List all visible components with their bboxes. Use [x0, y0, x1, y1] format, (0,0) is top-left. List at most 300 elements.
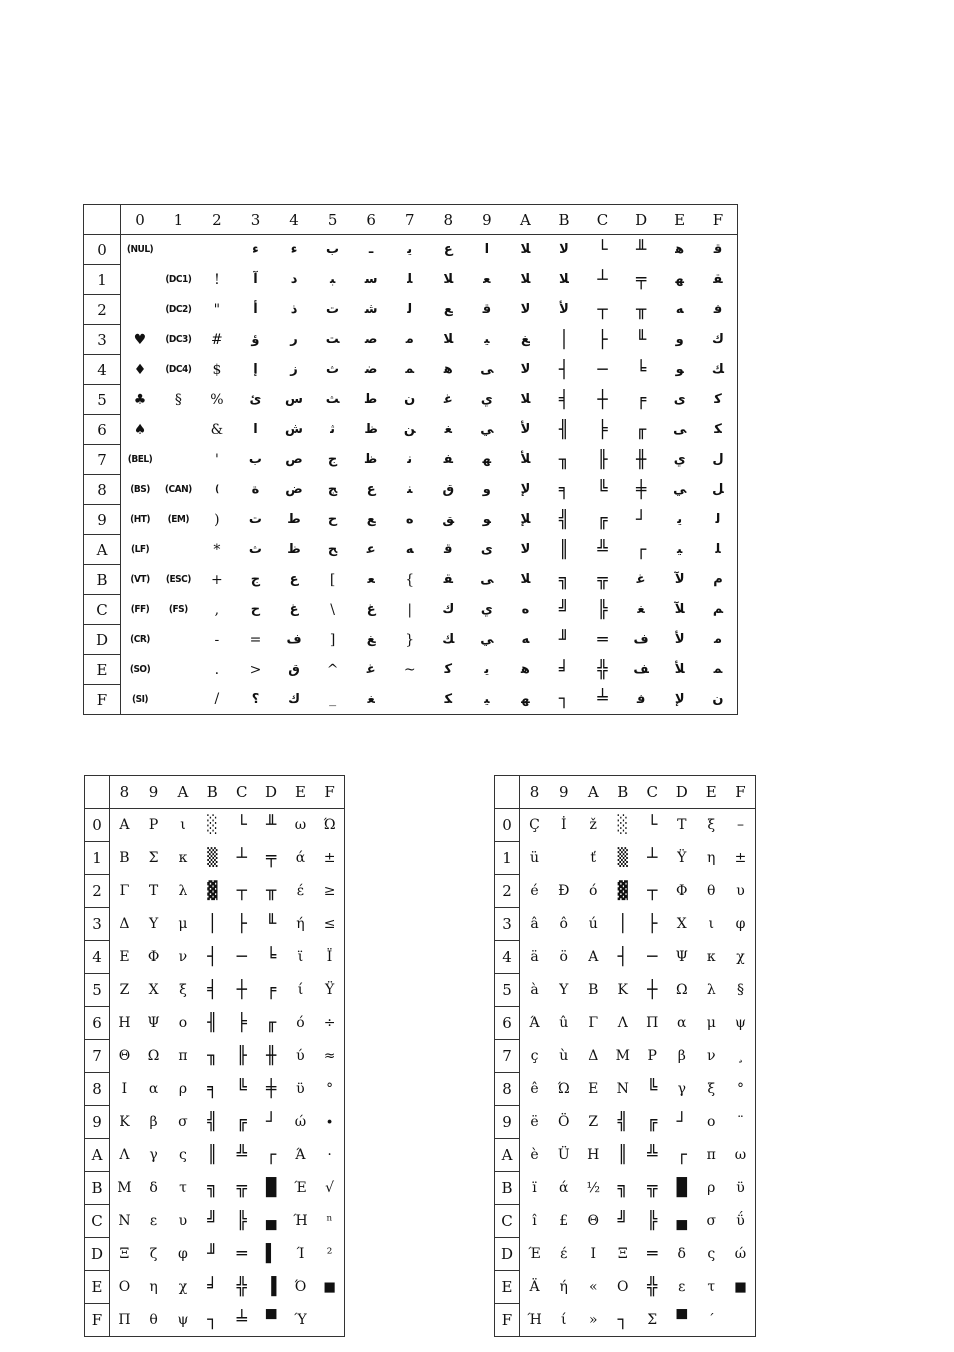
- row-header: 9: [495, 1106, 520, 1139]
- char-cell: Ω: [675, 982, 688, 998]
- char-cell: ﺍ: [484, 242, 490, 258]
- char-cell: ﻥ: [712, 691, 724, 707]
- char-cell: ╩: [647, 1145, 658, 1165]
- char-cell: ╩: [236, 1145, 247, 1165]
- char-cell: Υ: [148, 916, 159, 932]
- table-row: [84, 625, 738, 655]
- char-cell: ﻗ: [482, 302, 492, 317]
- char-cell: î: [532, 1213, 537, 1229]
- char-cell: ﻏ: [366, 662, 376, 677]
- char-cell: ξ: [707, 817, 716, 834]
- char-cell: ├: [236, 914, 247, 934]
- char-cell: ╟: [597, 449, 608, 470]
- char-cell: ﺱ: [285, 392, 303, 407]
- char-cell: ε: [149, 1213, 158, 1229]
- char-cell: [121, 295, 160, 325]
- char-cell: ┌: [265, 1145, 277, 1165]
- char-cell: δ: [677, 1246, 686, 1262]
- table-row: [85, 1238, 345, 1271]
- char-cell: (DC1): [165, 274, 192, 285]
- row-header: 1: [85, 842, 110, 875]
- char-cell: ╚: [236, 1079, 247, 1099]
- char-cell: ﻰ: [480, 572, 494, 587]
- char-cell: ╔: [597, 509, 608, 530]
- char-cell: +: [211, 571, 223, 588]
- char-cell: İ: [560, 817, 567, 834]
- char-cell: ≈: [323, 1048, 336, 1064]
- char-cell: Ή: [527, 1311, 542, 1328]
- char-cell: â: [530, 916, 539, 932]
- char-cell: ﻣ: [713, 632, 722, 647]
- char-cell: ά: [559, 1180, 569, 1196]
- char-cell: Ÿ: [677, 850, 687, 866]
- char-cell: ﺵ: [285, 422, 303, 437]
- char-cell: ﻳ: [407, 242, 413, 258]
- char-cell: ž: [589, 817, 597, 834]
- column-header: A: [168, 776, 197, 809]
- char-cell: ▌: [265, 1244, 277, 1264]
- row-header: F: [495, 1304, 520, 1337]
- char-cell: ê: [530, 1081, 539, 1097]
- char-cell: ╤: [265, 848, 277, 868]
- char-cell: θ: [149, 1311, 158, 1328]
- char-cell: ╝: [207, 1211, 218, 1231]
- column-header: 7: [390, 205, 429, 235]
- column-header: E: [660, 205, 699, 235]
- char-cell: ≤: [323, 916, 336, 932]
- char-cell: &: [210, 421, 224, 438]
- table-row: [85, 1271, 345, 1304]
- char-cell: λ: [706, 982, 716, 998]
- char-cell: Ψ: [675, 949, 688, 965]
- char-cell: ╣: [558, 509, 570, 530]
- char-cell: ﺳ: [364, 272, 378, 287]
- column-header: B: [198, 776, 227, 809]
- char-cell: Ύ: [294, 1311, 307, 1328]
- row-header: D: [84, 625, 121, 655]
- char-cell: ╚: [647, 1079, 658, 1099]
- char-cell: ﻴ: [484, 332, 490, 347]
- char-cell: *: [213, 541, 221, 558]
- table-row: [84, 685, 738, 715]
- table-row: [495, 1040, 756, 1073]
- char-cell: ╕: [558, 479, 570, 500]
- char-cell: [: [329, 571, 336, 588]
- char-cell: Μ: [117, 1180, 132, 1196]
- char-cell: μ: [706, 1015, 716, 1031]
- char-cell: ┴: [236, 848, 247, 868]
- char-cell: η: [149, 1279, 158, 1295]
- char-cell: ╟: [236, 1046, 247, 1066]
- char-cell: ώ: [294, 1114, 307, 1130]
- char-cell: ﺡ: [327, 512, 338, 527]
- char-cell: ά: [295, 850, 306, 866]
- char-cell: ﻼ: [520, 272, 531, 287]
- char-cell: └: [647, 815, 658, 836]
- char-cell: ╬: [597, 659, 608, 680]
- char-cell: ﻬ: [675, 272, 684, 287]
- char-cell: ﻼ: [559, 272, 569, 287]
- char-cell: ╘: [265, 947, 277, 967]
- char-cell: ╚: [597, 479, 608, 500]
- table-row: [85, 1172, 345, 1205]
- table-row: [495, 908, 756, 941]
- char-cell: »: [588, 1311, 598, 1328]
- char-cell: ή: [559, 1279, 568, 1295]
- char-cell: ﻼ: [520, 242, 531, 258]
- char-cell: ﺝ: [327, 452, 338, 467]
- char-cell: Δ: [119, 916, 130, 932]
- char-cell: Ψ: [147, 1015, 160, 1031]
- char-cell: έ: [560, 1246, 568, 1262]
- char-cell: ﻵ: [674, 572, 685, 587]
- char-cell: [121, 265, 160, 295]
- char-cell: ﻇ: [365, 452, 378, 467]
- char-cell: «: [588, 1279, 598, 1295]
- char-cell: ╦: [236, 1178, 247, 1198]
- char-cell: /: [214, 691, 220, 708]
- char-cell: ι: [708, 916, 714, 932]
- char-cell: ╛: [558, 659, 570, 680]
- row-header: 0: [85, 809, 110, 842]
- char-cell: ┌: [676, 1145, 687, 1165]
- char-cell: ﻐ: [444, 422, 452, 437]
- char-cell: ╞: [236, 1013, 247, 1033]
- char-cell: ▄: [265, 1211, 277, 1231]
- column-header-row: [84, 205, 738, 235]
- char-cell: ░: [207, 815, 218, 836]
- char-cell: θ: [707, 883, 716, 899]
- char-cell: ┌: [635, 539, 647, 560]
- char-cell: χ: [178, 1279, 188, 1295]
- column-header: 8: [110, 776, 139, 809]
- char-cell: ﺿ: [364, 362, 378, 377]
- char-cell: ﻯ: [673, 392, 686, 407]
- char-cell: %: [210, 391, 224, 408]
- char-cell: ": [213, 301, 221, 318]
- char-cell: Ξ: [119, 1246, 130, 1262]
- char-cell: \: [330, 601, 335, 618]
- char-cell: ■: [735, 1277, 746, 1297]
- char-cell: ╘: [635, 359, 647, 380]
- char-cell: ﻛ: [444, 662, 453, 677]
- char-cell: ﻏ: [636, 572, 646, 587]
- char-cell: ï: [532, 1180, 537, 1196]
- char-cell: (: [215, 484, 219, 495]
- char-cell: ╪: [635, 479, 647, 500]
- char-cell: ب: [248, 452, 262, 467]
- row-header: 7: [84, 445, 121, 475]
- char-cell: ﺩ: [290, 272, 298, 287]
- table-row: [84, 445, 738, 475]
- char-cell: ┴: [597, 269, 608, 290]
- char-cell: ﻜ: [714, 422, 722, 437]
- char-cell: ﻦ: [403, 422, 416, 437]
- char-cell: ╜: [558, 629, 570, 650]
- char-cell: ؟: [251, 691, 260, 707]
- char-cell: [390, 685, 429, 715]
- column-header: 3: [236, 205, 275, 235]
- row-header: A: [84, 535, 121, 565]
- char-cell: ﺏ: [326, 242, 340, 258]
- table-row: [84, 535, 738, 565]
- char-cell: ﻔ: [443, 452, 453, 467]
- char-cell: ╤: [635, 269, 647, 290]
- char-cell: ω: [734, 1147, 747, 1163]
- char-cell: Ί: [296, 1246, 305, 1262]
- char-cell: ﺛ: [330, 422, 336, 437]
- char-cell: ﻠ: [715, 542, 721, 557]
- char-cell: ﻳ: [484, 662, 490, 677]
- char-cell: ﻭ: [675, 332, 684, 347]
- char-cell: Β: [119, 850, 130, 866]
- char-cell: ψ: [735, 1015, 746, 1031]
- char-cell: ─: [647, 947, 658, 967]
- char-cell: ﻼ: [443, 332, 454, 347]
- row-header: 4: [85, 941, 110, 974]
- char-cell: (BEL): [127, 454, 153, 465]
- char-cell: τ: [707, 1279, 716, 1295]
- char-cell: ο: [707, 1114, 716, 1130]
- char-cell: ﻩ: [521, 602, 530, 617]
- char-cell: ﻛ: [714, 392, 722, 407]
- column-header-row: [495, 776, 756, 809]
- char-cell: ا: [253, 422, 258, 437]
- char-cell: ▀: [265, 1309, 277, 1330]
- row-header: E: [85, 1271, 110, 1304]
- char-cell: ζ: [149, 1246, 158, 1262]
- char-cell: ﻗ: [444, 542, 453, 557]
- char-cell: ﻯ: [480, 542, 493, 557]
- column-header: 1: [159, 205, 198, 235]
- row-header: 6: [84, 415, 121, 445]
- table-row: [495, 1304, 756, 1337]
- char-cell: !: [214, 271, 220, 288]
- row-header: 5: [495, 974, 520, 1007]
- char-cell: ~: [403, 661, 416, 678]
- row-header: A: [85, 1139, 110, 1172]
- table-row: [84, 565, 738, 595]
- char-cell: ﻲ: [480, 422, 494, 437]
- char-cell: (SO): [129, 664, 151, 675]
- char-cell: ╖: [558, 449, 570, 470]
- char-cell: ﻉ: [443, 242, 453, 258]
- corner-cell: [84, 205, 121, 235]
- row-header: 5: [84, 385, 121, 415]
- char-cell: ╝: [617, 1211, 628, 1231]
- char-cell: ﺷ: [364, 302, 378, 317]
- char-cell: Φ: [147, 949, 160, 965]
- char-cell: ö: [559, 949, 568, 965]
- char-cell: ﻌ: [367, 572, 375, 587]
- char-cell: ┐: [558, 689, 570, 710]
- char-cell: Ρ: [148, 817, 159, 834]
- char-cell: ╝: [558, 599, 570, 620]
- char-cell: υ: [736, 883, 745, 899]
- char-cell: ²: [326, 1246, 333, 1262]
- char-cell: (FF): [130, 604, 150, 615]
- table-row: [84, 505, 738, 535]
- row-header: B: [84, 565, 121, 595]
- char-cell: ô: [559, 916, 568, 932]
- row-header: 8: [495, 1073, 520, 1106]
- char-cell: ╛: [207, 1277, 218, 1297]
- char-cell: Ϊ: [326, 949, 333, 965]
- char-cell: û: [559, 1015, 569, 1031]
- char-cell: (EM): [167, 514, 189, 525]
- char-cell: χ: [736, 949, 745, 965]
- table-body: [84, 235, 738, 715]
- char-cell: ﻘ: [443, 572, 453, 587]
- char-cell: ╗: [558, 569, 570, 590]
- char-cell: Κ: [119, 1114, 130, 1130]
- char-cell: ├: [597, 329, 608, 350]
- char-cell: Ρ: [647, 1048, 657, 1064]
- char-cell: ﻷ: [674, 632, 685, 647]
- char-cell: (DC4): [165, 364, 192, 375]
- char-cell: ε: [678, 1279, 686, 1295]
- table-row: [85, 1040, 345, 1073]
- char-cell: ♥: [133, 331, 147, 348]
- char-cell: ╢: [558, 419, 570, 440]
- char-cell: γ: [677, 1081, 686, 1097]
- char-cell: (NUL): [126, 244, 154, 256]
- char-cell: ρ: [707, 1180, 716, 1196]
- char-cell: ﻴ: [484, 691, 490, 707]
- char-cell: ﻱ: [673, 452, 686, 467]
- char-cell: §: [174, 391, 182, 408]
- char-cell: ║: [207, 1145, 218, 1165]
- column-header: B: [545, 205, 584, 235]
- table-row: [84, 385, 738, 415]
- row-header: 3: [84, 325, 121, 355]
- char-cell: ﻗ: [713, 242, 723, 258]
- table-row: [495, 1172, 756, 1205]
- char-cell: ﻪ: [405, 542, 414, 557]
- char-cell: █: [265, 1178, 277, 1198]
- char-cell: Θ: [118, 1048, 131, 1064]
- char-cell: ·: [327, 1147, 332, 1163]
- char-cell: #: [211, 331, 223, 348]
- char-cell: ▄: [676, 1211, 687, 1231]
- char-cell: ﻸ: [520, 452, 531, 467]
- char-cell: ﻅ: [287, 542, 301, 557]
- char-cell: ╥: [635, 299, 647, 320]
- char-cell: α: [148, 1081, 159, 1097]
- char-cell: υ: [178, 1213, 188, 1229]
- char-cell: ╕: [207, 1079, 218, 1099]
- table-body: [495, 809, 756, 1337]
- char-cell: ﻮ: [675, 362, 684, 377]
- table-row: [85, 1073, 345, 1106]
- char-cell: λ: [178, 883, 188, 899]
- char-cell: Π: [646, 1015, 659, 1031]
- char-cell: ╜: [207, 1244, 218, 1264]
- char-cell: ▓: [207, 881, 218, 901]
- char-cell: Λ: [617, 1015, 628, 1031]
- column-header: F: [699, 205, 738, 235]
- char-cell: ﻪ: [521, 632, 530, 647]
- table-row: [495, 1205, 756, 1238]
- char-cell: [159, 235, 198, 265]
- char-cell: ﻅ: [364, 422, 378, 437]
- char-cell: ﺞ: [327, 482, 338, 497]
- char-cell: ﻺ: [520, 512, 531, 527]
- char-cell: π: [706, 1147, 716, 1163]
- char-cell: Ά: [529, 1015, 540, 1031]
- char-cell: ﻤ: [405, 362, 415, 377]
- row-header: 6: [85, 1007, 110, 1040]
- char-cell: ί: [297, 982, 304, 998]
- char-cell: ﻪ: [675, 302, 684, 317]
- row-header: F: [84, 685, 121, 715]
- char-cell: ▓: [617, 881, 628, 901]
- char-cell: ─: [236, 947, 247, 967]
- char-cell: ﻙ: [712, 332, 724, 347]
- char-cell: ﻹ: [520, 482, 531, 497]
- char-cell: ث: [248, 542, 262, 557]
- char-cell: ù: [559, 1048, 569, 1064]
- char-cell: ﻊ: [443, 302, 453, 317]
- char-cell: ╨: [265, 815, 277, 836]
- char-cell: ': [214, 451, 219, 468]
- row-header: 2: [85, 875, 110, 908]
- char-cell: §: [737, 982, 744, 998]
- char-cell: ﻤ: [713, 662, 723, 677]
- table-row: [85, 941, 345, 974]
- char-cell: ╠: [597, 599, 608, 620]
- char-cell: σ: [706, 1213, 717, 1229]
- char-cell: ﺙ: [326, 362, 340, 377]
- char-cell: é: [530, 883, 539, 899]
- char-cell: (VT): [130, 574, 150, 585]
- char-cell: ﻍ: [366, 602, 376, 617]
- char-cell: ┬: [597, 299, 608, 320]
- char-cell: (LF): [130, 544, 150, 555]
- char-cell: ½: [586, 1180, 601, 1196]
- char-cell: ╓: [265, 1013, 277, 1033]
- column-header: D: [256, 776, 285, 809]
- char-cell: ═: [647, 1244, 658, 1264]
- char-cell: $: [212, 361, 222, 378]
- char-cell: ë: [530, 1114, 539, 1130]
- char-cell: ﺕ: [326, 302, 340, 317]
- char-cell: β: [149, 1114, 158, 1130]
- char-cell: ـ: [368, 242, 374, 258]
- char-cell: Χ: [148, 982, 159, 998]
- char-cell: ä: [530, 949, 539, 965]
- column-header: C: [583, 205, 622, 235]
- char-cell: ﻃ: [365, 392, 378, 407]
- table-row: [85, 1139, 345, 1172]
- char-cell: Đ: [558, 883, 570, 899]
- char-cell: ς: [707, 1246, 716, 1262]
- column-header: D: [667, 776, 697, 809]
- row-header: C: [85, 1205, 110, 1238]
- char-cell: κ: [706, 949, 716, 965]
- char-cell: إ: [253, 362, 258, 377]
- row-header: 6: [495, 1007, 520, 1040]
- row-header: 8: [85, 1073, 110, 1106]
- row-header: 7: [495, 1040, 520, 1073]
- char-cell: ο: [178, 1015, 188, 1031]
- table-row: [85, 1205, 345, 1238]
- row-header: D: [85, 1238, 110, 1271]
- table-row: [495, 875, 756, 908]
- row-header: E: [495, 1271, 520, 1304]
- char-cell: ﻨ: [407, 482, 413, 497]
- char-cell: ﻰ: [480, 362, 494, 377]
